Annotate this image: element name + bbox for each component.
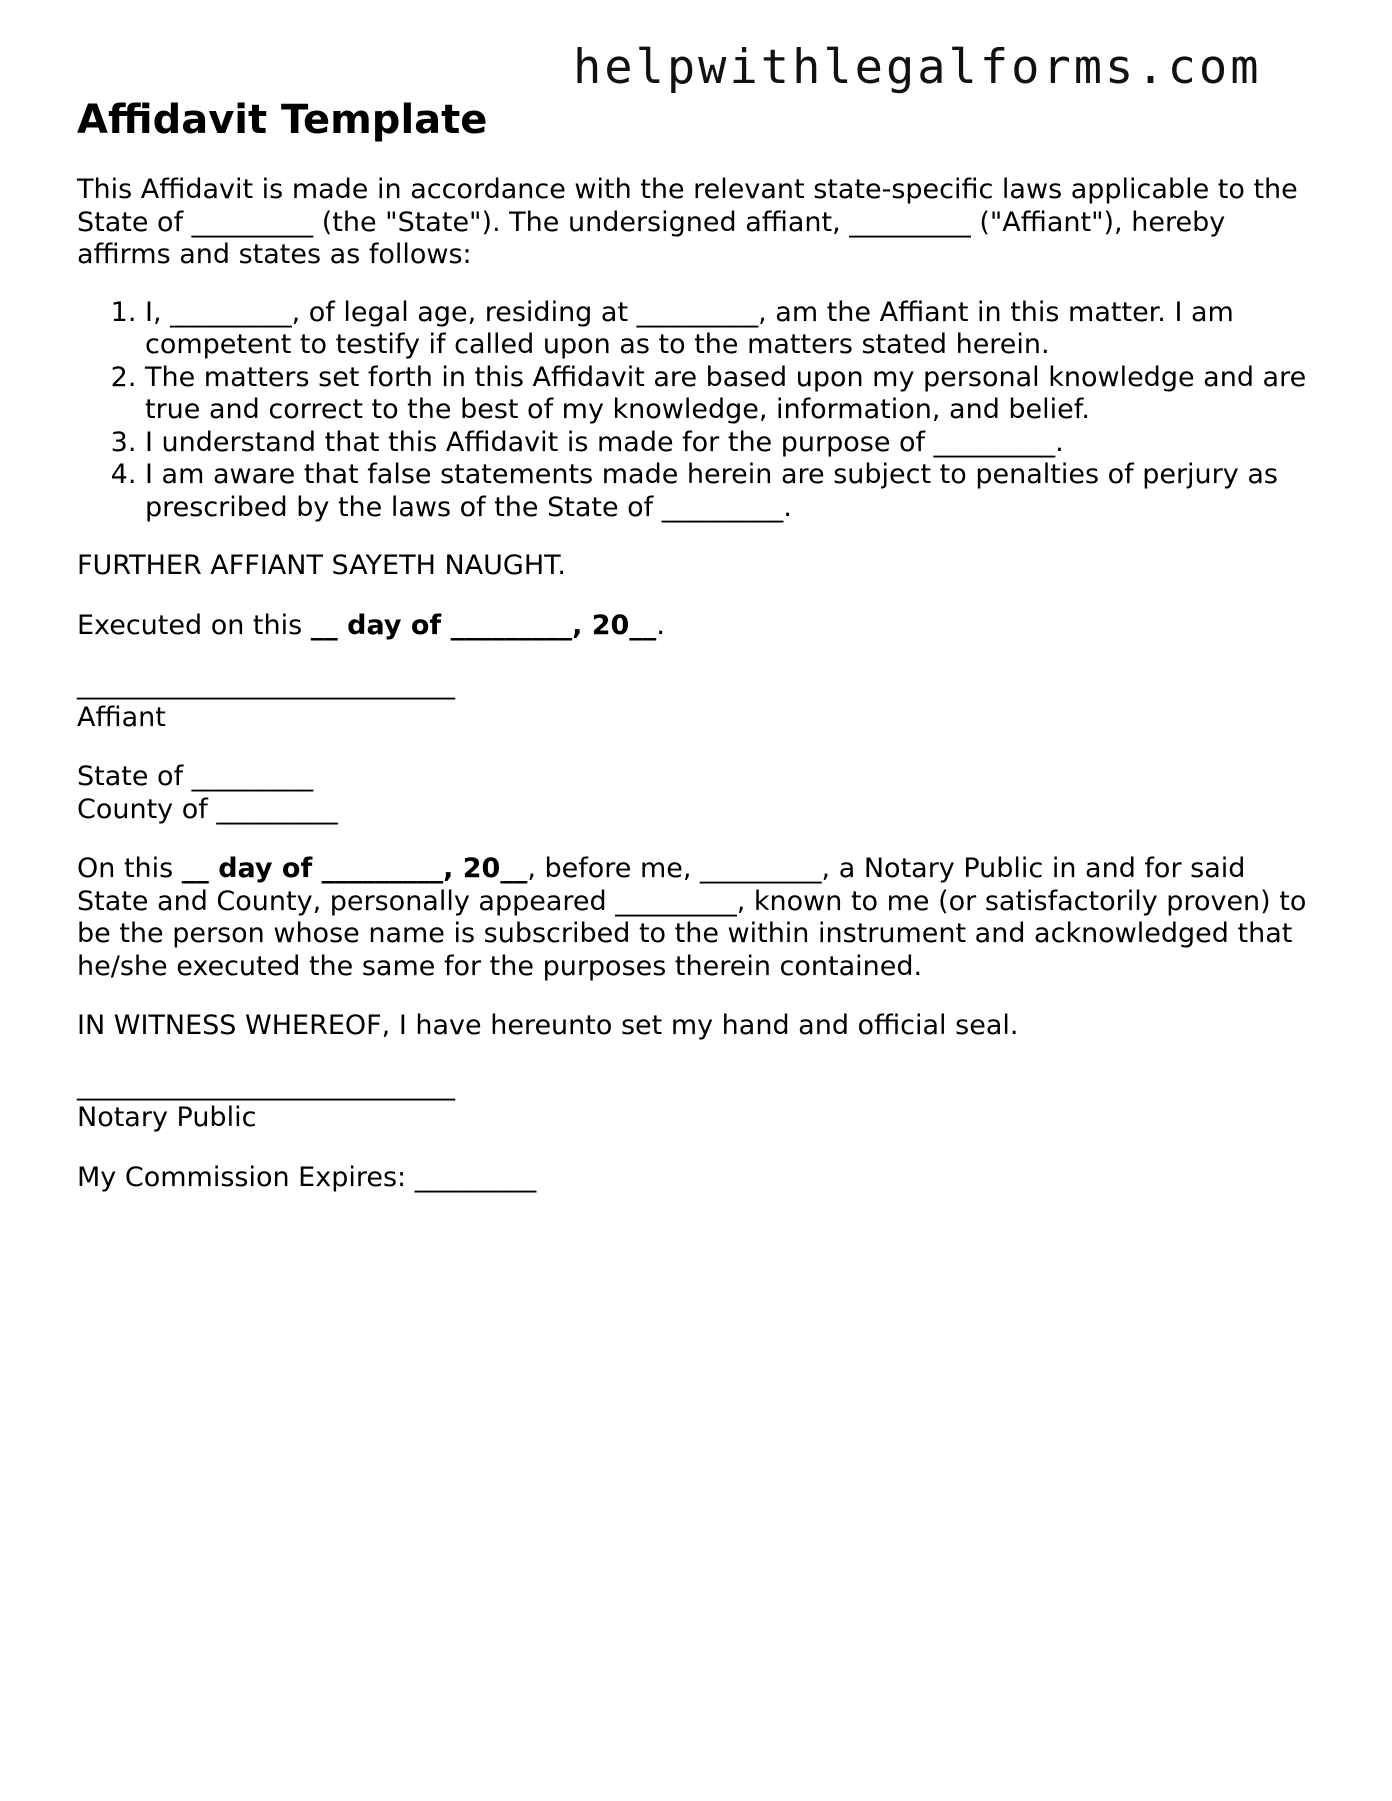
notary-acknowledgment (77, 853, 1322, 983)
executed-line (77, 610, 1322, 643)
further-statement: FURTHER AFFIANT SAYETH NAUGHT. (77, 550, 566, 581)
notary-prefix: On this (77, 853, 182, 884)
commission-expires: My Commission Expires: _________ (77, 1161, 537, 1193)
executed-suffix: . (656, 609, 665, 641)
document-title: Affidavit Template (77, 97, 488, 143)
affiant-label: Affiant (77, 701, 166, 733)
clause-item: 1. I, _________, of legal age, residing at _________, am the Affiant in this matter. I am competent to testify if called upon as to the matters stated herein. (145, 297, 1322, 362)
clause-item: 4. I am aware that false statements made herein are subject to penalties of perjury as prescribed by the laws of the State of _________. (145, 459, 1322, 524)
intro-paragraph: This Affidavit is made in accordance with the relevant state-specific laws applicable to the State of _________ (the "State"). The undersigned affiant, _________ ("Affiant"), hereby affirms and states as follows: (77, 174, 1298, 270)
clause-item: 2. The matters set forth in this Affidavit are based upon my personal knowledge and are true and correct to the best of my knowledge, information, and belief. (145, 362, 1322, 427)
notary-label: Notary Public (77, 1102, 257, 1133)
notary-body: , before me, _________, a Notary Public in and for said State and County, personally appeared _________, known to me (or satisfactorily proven) to be the person whose name is subscribed to the within instrument and acknowledged that he/she executed the same for the purposes therein contained. (77, 853, 1307, 982)
clause-list (77, 297, 1322, 525)
county-line: County of _________ (77, 793, 338, 825)
affiant-signature-block (77, 669, 1322, 734)
clause-item: 3. I understand that this Affidavit is made for the purpose of _________. (145, 427, 1322, 460)
executed-prefix: Executed on this (77, 609, 311, 641)
executed-date-blanks: __ day of _________, 20__ (310, 609, 657, 641)
affidavit-document (77, 0, 1322, 1194)
notary-signature-block (77, 1070, 1322, 1135)
state-line: State of _________ (77, 761, 314, 792)
affiant-signature-line: ____________________________ (77, 669, 455, 700)
witness-statement: IN WITNESS WHEREOF, I have hereunto set my hand and official seal. (77, 1010, 1019, 1041)
notary-signature-line: ____________________________ (77, 1069, 455, 1101)
site-watermark: helpwithlegalforms.com (573, 40, 1262, 95)
venue-block (77, 761, 1322, 826)
notary-date-blanks: __ day of _________, 20__ (181, 853, 528, 884)
